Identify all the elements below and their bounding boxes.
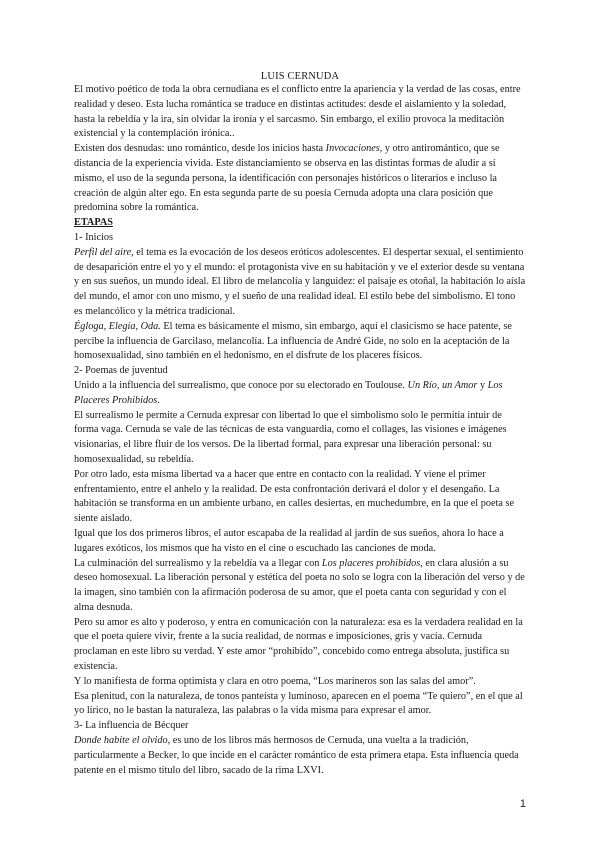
paragraph-culminacion	[74, 557, 526, 616]
paragraph-amor-naturaleza: Pero su amor es alto y poderoso, y entra en comunicación con la naturaleza: esa es la verdadera realidad en la que el poeta quiere vivir, frente a la sucia realidad, de normas e imposiciones, gris y vacía. Cernuda proclaman en este libro su verdad. Y este amor “prohibido”, concebido como entrega absoluta, justifica su existencia.	[74, 616, 523, 673]
italic-title-donde-habite: Donde habite el olvido	[74, 735, 168, 747]
italic-title-perfil: Perfil del aire	[74, 246, 132, 258]
text-run: , es uno de los libros más hermosos de Cernuda, una vuelta a la tradición, particularmente a Becker, lo que incide en el carácter romántico de esta primera etapa. Esta influencia queda patente en el mismo título del libro, sacado de la rima LXVI.	[74, 735, 519, 776]
text-run: Existen dos desnudas: uno romántico, desde los inicios hasta	[74, 143, 326, 155]
italic-title-egloga: Égloga, Elegía, Oda.	[74, 320, 161, 332]
paragraph-surrealismo-intro	[74, 379, 526, 409]
italic-title-placeres-prohibidos: Los placeres prohibidos	[321, 557, 421, 569]
paragraph-realidad: Por otro lado, esta misma libertad va a hacer que entre en contacto con la realidad. Y viene el primer enfrentamiento, entre el anhelo y la realidad. De esta confrontación derivará el dolor y el desengaño. La habitación se transforma en un ambiente urbano, en calles desiertas, en muchedumbre, en la que el poeta se siente aislado.	[74, 468, 515, 525]
text-run: y	[477, 379, 488, 391]
section-heading-juventud: 2- Poemas de juventud	[74, 365, 168, 377]
text-run: .	[157, 394, 160, 406]
text-run: El tema es básicamente el mismo, sin embargo, aquí el clasicismo se hace patente, se percibe la influencia de Garcilaso, melancolía. La influencia de André Gide, no solo en la aceptación de la homosexualidad, sino también en el hedonismo, en el disfrute de los placeres físicos.	[74, 320, 512, 362]
etapas-heading	[74, 216, 526, 231]
paragraph-intro: El motivo poético de toda la obra cernudiana es el conflicto entre la apariencia y la verdad de las cosas, entre realidad y deseo. Esta lucha romántica se traduce en distintas actitudes: desde el aislamiento y la soledad, hasta la rebeldía y la ira, sin olvidar la ironía y el sarcasmo. Sin embargo, el exilio provoca la meditación existencial y la contemplación irónica..	[74, 84, 521, 140]
paragraph-te-quiero: Esa plenitud, con la naturaleza, de tonos panteísta y luminoso, aparecen en el poema “Te quiero”, en el que al yo lírico, no le bastan la naturaleza, las palabras o la vida misma para expresar el amor.	[74, 690, 523, 717]
section-heading-becquer: 3- La influencia de Bécquer	[74, 720, 189, 732]
text-run: , en clara alusión a su deseo homosexual. La liberación personal y estética del poeta no solo se logra con la liberación del verso y de la imagen, sino también con la afirmación poderosa de su amor, que el poeta canta con seguridad y con el alma desnuda.	[74, 557, 525, 613]
etapas-label: ETAPAS	[74, 217, 113, 229]
paragraph-desnudas	[74, 142, 526, 216]
paragraph-donde-habite	[74, 734, 526, 778]
paragraph-perfil-del-aire	[74, 246, 526, 320]
paragraph-lugares-exoticos: Igual que los dos primeros libros, el autor escapaba de la realidad al jardín de sus sueños, ahora lo hace a lugares exóticos, los mismos que ha visto en el cine o escuchado las canciones de moda.	[74, 527, 504, 554]
section-heading-inicios: 1- Inicios	[74, 231, 113, 243]
text-run: Unido a la influencia del surrealismo, que conoce por su electorado en Toulouse.	[74, 379, 408, 391]
italic-title-placeres: Los Placeres Prohibidos	[74, 379, 503, 406]
paragraph-marineros: Y lo manifiesta de forma optimista y clara en otro poema, “Los marineros son las salas del amor”.	[74, 675, 476, 687]
italic-title-invocaciones: Invocaciones	[325, 143, 380, 155]
paragraph-surrealismo: El surrealismo le permite a Cernuda expresar con libertad lo que el simbolismo solo le permitía intuir de forma vaga. Cernuda se vale de las técnicas de esta vanguardia, como el collages, las visiones e imágenes visionarias, el libre fluir de los versos. De la libertad formal, para expresar una liberación personal: su homosexualidad, su rebeldía.	[74, 409, 507, 465]
italic-title-un-rio: Un Río, un Amor	[407, 379, 478, 391]
page-number: 1	[519, 798, 526, 810]
text-run: La culminación del surrealismo y la rebeldía va a llegar con	[74, 557, 322, 569]
document-title: LUIS CERNUDA	[260, 71, 340, 82]
paragraph-egloga	[74, 320, 526, 364]
text-run: , el tema es la evocación de los deseos eróticos adolescentes. El despertar sexual, el sentimiento de desaparición entre el yo y el mundo: el protagonista vive en su habitación y ve el exterior desde su ventana y en sus sueños, un mundo ideal. El libro de melancolía y languidez: el paisaje es otoñal, la habitación lo aísla del mundo, el amor con uno mismo, y el sueño de una realidad ideal. El estilo bebe del simbolismo. El tono es melancólico y la métrica tradicional.	[74, 246, 526, 317]
text-run: , y otro antiromántico, que se distancia de la experiencia vivida. Este distanciamiento se observa en las distintas formas de aludir a sí mismo, el uso de la segunda persona, la identificación con personajes históricos o literarios e incluso la creación de algún alter ego. En esta segunda parte de su poesía Cernuda adopta una clara posición que predomina sobre la romántica.	[74, 143, 500, 214]
